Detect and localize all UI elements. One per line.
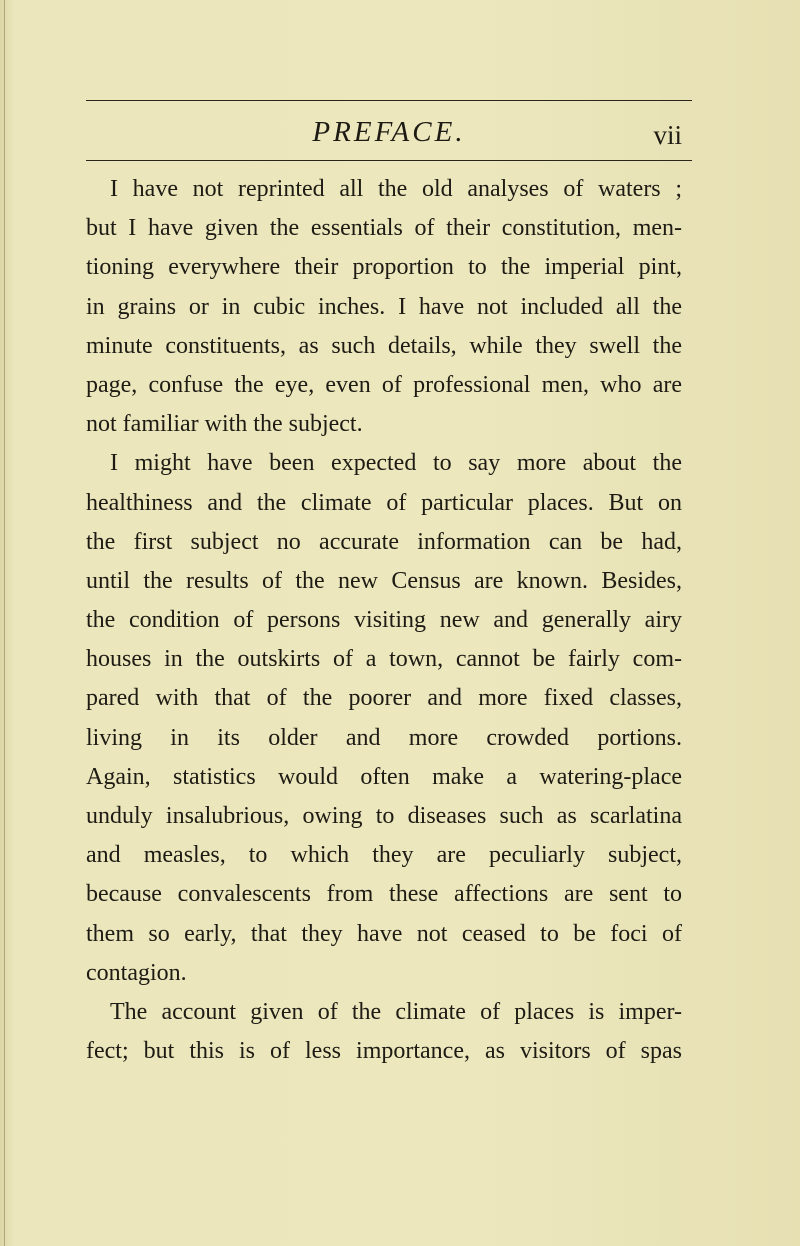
text-line: I might have been expected to say more about the: [110, 450, 682, 477]
text-line: living in its older and more crowded portions.: [86, 724, 682, 751]
text-line: minute constituents, as such details, while they swell the: [86, 332, 682, 359]
running-head: [86, 114, 692, 154]
text-line: them so early, that they have not ceased to be foci of: [86, 920, 682, 947]
text-line: healthiness and the climate of particular places. But on: [86, 489, 682, 516]
text-line: in grains or in cubic inches. I have not included all the: [86, 293, 682, 320]
header-rule-bottom: [86, 160, 692, 161]
text-line: page, confuse the eye, even of professional men, who are: [86, 371, 682, 398]
page-edge-shadow: [4, 0, 5, 1246]
text-line: because convalescents from these affections are sent to: [86, 881, 682, 908]
page-number: vii: [653, 120, 682, 150]
text-line: until the results of the new Census are known. Besides,: [86, 567, 682, 594]
text-line: The account given of the climate of places is imper-: [110, 998, 682, 1025]
text-line: tioning everywhere their proportion to the imperial pint,: [86, 254, 682, 281]
body-text: [86, 170, 682, 1071]
text-line: contagion.: [86, 959, 187, 986]
text-line: houses in the outskirts of a town, cannot be fairly com-: [86, 646, 682, 673]
text-line: and measles, to which they are peculiarly subject,: [86, 842, 682, 869]
text-line: the first subject no accurate information can be had,: [86, 528, 682, 555]
text-line: fect; but this is of less importance, as visitors of spas: [86, 1038, 682, 1065]
text-line: Again, statistics would often make a watering-place: [86, 763, 682, 790]
text-line: the condition of persons visiting new and generally airy: [86, 607, 682, 634]
text-line: unduly insalubrious, owing to diseases such as scarlatina: [86, 803, 682, 829]
text-line: not familiar with the subject.: [86, 411, 363, 438]
header-rule-top: [86, 100, 692, 101]
page-title: PREFACE.: [312, 116, 466, 148]
text-line: I have not reprinted all the old analyses of waters ;: [110, 176, 682, 202]
text-line: pared with that of the poorer and more fixed classes,: [86, 685, 682, 712]
text-line: but I have given the essentials of their constitution, men-: [86, 215, 682, 242]
